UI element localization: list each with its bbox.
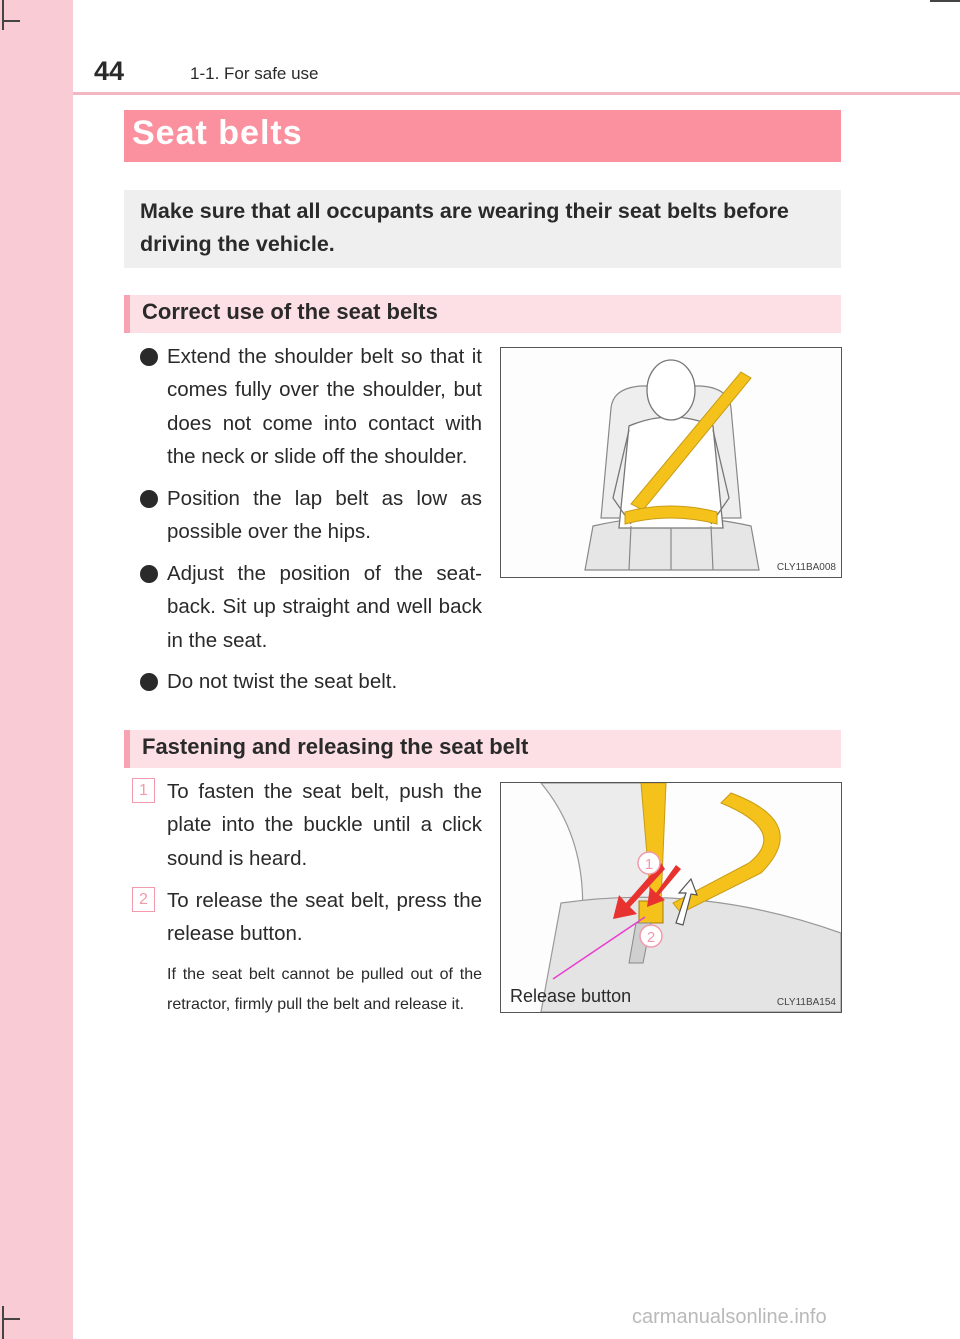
bullet-item (140, 665, 482, 698)
bullet-dot-icon (140, 348, 158, 366)
subhead-title: Fastening and releasing the seat belt (142, 734, 529, 759)
seated-person-illustration (501, 348, 841, 577)
bullet-item (140, 340, 482, 473)
crop-mark (930, 0, 960, 2)
bullet-dot-icon (140, 490, 158, 508)
step-item (132, 884, 482, 951)
crop-mark (2, 20, 20, 22)
watermark: carmanualsonline.info (632, 1306, 827, 1328)
bullet-item (140, 557, 482, 657)
intro-text: Make sure that all occupants are wearing their seat belts before driving the vehicle. (140, 199, 789, 256)
bullet-dot-icon (140, 565, 158, 583)
subhead-fastening (124, 730, 841, 768)
page-number: 44 (94, 56, 125, 86)
subhead-accent (124, 295, 130, 333)
figure-seated-person (500, 347, 842, 578)
step-item (132, 775, 482, 875)
buckle-illustration (501, 783, 841, 1012)
step-number-badge: 1 (132, 778, 155, 803)
section-breadcrumb: 1-1. For safe use (190, 64, 319, 83)
step-text: To fasten the seat belt, push the plate into the buckle until a click sound is heard. (167, 780, 482, 870)
figure-code: CLY11BA008 (776, 562, 836, 573)
intro-box (124, 190, 841, 268)
subhead-title: Correct use of the seat belts (142, 299, 438, 324)
step-text: To release the seat belt, press the release button. (167, 889, 482, 946)
figure-buckle (500, 782, 842, 1013)
callout-1: 1 (644, 856, 654, 873)
bullet-text: Position the lap belt as low as possible over the hips. (167, 487, 482, 544)
subhead-correct-use (124, 295, 841, 333)
crop-mark (2, 1306, 4, 1339)
bullet-dot-icon (140, 673, 158, 691)
subhead-accent (124, 730, 130, 768)
figure-code: CLY11BA154 (776, 997, 836, 1008)
note-text: If the seat belt cannot be pulled out of the retractor, firmly pull the belt and release it. (167, 966, 482, 1013)
bullet-text: Adjust the position of the seat-back. Sit up straight and well back in the seat. (167, 562, 482, 652)
bullet-text: Do not twist the seat belt. (167, 670, 398, 693)
page-title: Seat belts (132, 114, 303, 152)
step-number-badge: 2 (132, 887, 155, 912)
release-button-label: Release button (510, 986, 632, 1006)
title-bar (124, 110, 841, 162)
callout-2: 2 (646, 929, 656, 946)
bullet-item (140, 482, 482, 549)
crop-mark (2, 1318, 20, 1320)
header-rule (73, 92, 960, 95)
side-margin-band (0, 0, 73, 1339)
crop-mark (2, 0, 4, 30)
bullet-text: Extend the shoulder belt so that it comes fully over the shoulder, but does not come into contact with the neck or slide off the shoulder. (167, 345, 482, 468)
